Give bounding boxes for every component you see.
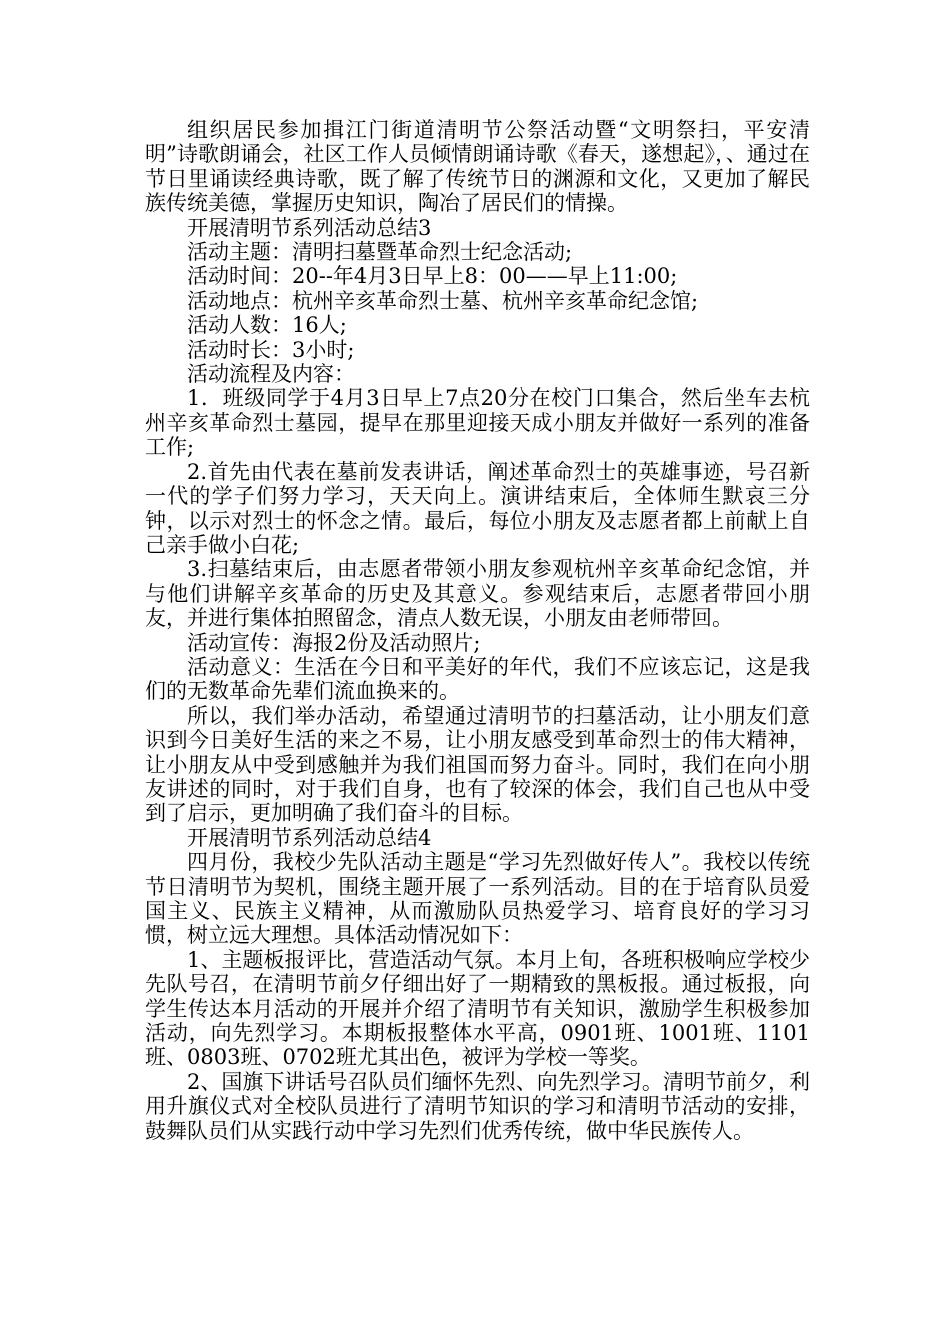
section-heading-summary-3: 开展清明节系列活动总结3 — [187, 215, 432, 240]
paragraph-conclusion: 所以，我们举办活动，希望通过清明节的扫墓活动，让小朋友们意识到今日美好生活的来之不易，让小朋友感受到革命烈士的伟大精神，让小朋友从中受到感触并为我们祖国而努力奋斗。同时，我们在向小朋友讲述的同时，对于我们自身，也有了较深的体会，我们自己也从中受到了启示，更加明确了我们奋斗的目标。 — [145, 703, 810, 826]
process-step-2: 2.首先由代表在墓前发表讲话，阐述革命烈士的英雄事迹，号召新一代的学子们努力学习，天天向上。演讲结束后，全体师生默哀三分钟，以示对烈士的怀念之情。最后，每位小朋友及志愿者都上前献上自己亲手做小白花; — [145, 459, 810, 557]
paragraph-community-poetry-recital: 组织居民参加揖江门街道清明节公祭活动暨“文明祭扫，平安清明”诗歌朗诵会，社区工作人员倾情朗诵诗歌《春天，遂想起》，、通过在节日里诵读经典诗歌，既了解了传统节日的渊源和文化，又更加了解民族传统美德，掌握历史知识，陶冶了居民们的情操。 — [145, 118, 810, 216]
activity-duration: 活动时长：3小时; — [187, 337, 355, 362]
document-body — [145, 118, 810, 1143]
activity-significance: 活动意义：生活在今日和平美好的年代，我们不应该忘记，这是我们的无数革命先辈们流血换来的。 — [145, 654, 810, 704]
section-heading-summary-4: 开展清明节系列活动总结4 — [187, 825, 432, 850]
activity-time: 活动时间：20--年4月3日早上8：00——早上11:00; — [187, 264, 678, 289]
activity-participants: 活动人数：16人; — [187, 313, 347, 338]
paragraph-april-theme: 四月份，我校少先队活动主题是“学习先烈做好传人”。我校以传统节日清明节为契机，围绕主题开展了一系列活动。目的在于培育队员爱国主义、民族主义精神，从而激励队员热爱学习、培育良好的学习习惯，树立远大理想。具体活动情况如下： — [145, 850, 810, 948]
process-step-1: 1．班级同学于4月3日早上7点20分在校门口集合，然后坐车去杭州辛亥革命烈士墓园，提早在那里迎接天成小朋友并做好一系列的准备工作; — [145, 386, 810, 460]
paragraph-blackboard-contest: 1、主题板报评比，营造活动气氛。本月上旬，各班积极响应学校少先队号召，在清明节前夕仔细出好了一期精致的黑板报。通过板报，向学生传达本月活动的开展并介绍了清明节有关知识，激励学生积极参加活动，向先烈学习。本期板报整体水平高，0901班、1001班、1101班、0803班、0702班尤其出色，被评为学校一等奖。 — [145, 947, 810, 1070]
activity-location: 活动地点：杭州辛亥革命烈士墓、杭州辛亥革命纪念馆; — [187, 288, 699, 313]
process-step-3: 3.扫墓结束后，由志愿者带领小朋友参观杭州辛亥革命纪念馆，并与他们讲解辛亥革命的历史及其意义。参观结束后，志愿者带回小朋友，并进行集体拍照留念，清点人数无误，小朋友由老师带回。 — [145, 557, 810, 631]
activity-theme: 活动主题：清明扫墓暨革命烈士纪念活动; — [187, 240, 573, 265]
paragraph-flag-speech: 2、国旗下讲话号召队员们缅怀先烈、向先烈学习。清明节前夕，利用升旗仪式对全校队员进行了清明节知识的学习和清明节活动的安排，鼓舞队员们从实践行动中学习先烈们优秀传统，做中华民族传人。 — [145, 1069, 810, 1143]
activity-publicity: 活动宣传：海报2份及活动照片; — [187, 630, 481, 655]
activity-process-heading: 活动流程及内容： — [187, 362, 355, 387]
